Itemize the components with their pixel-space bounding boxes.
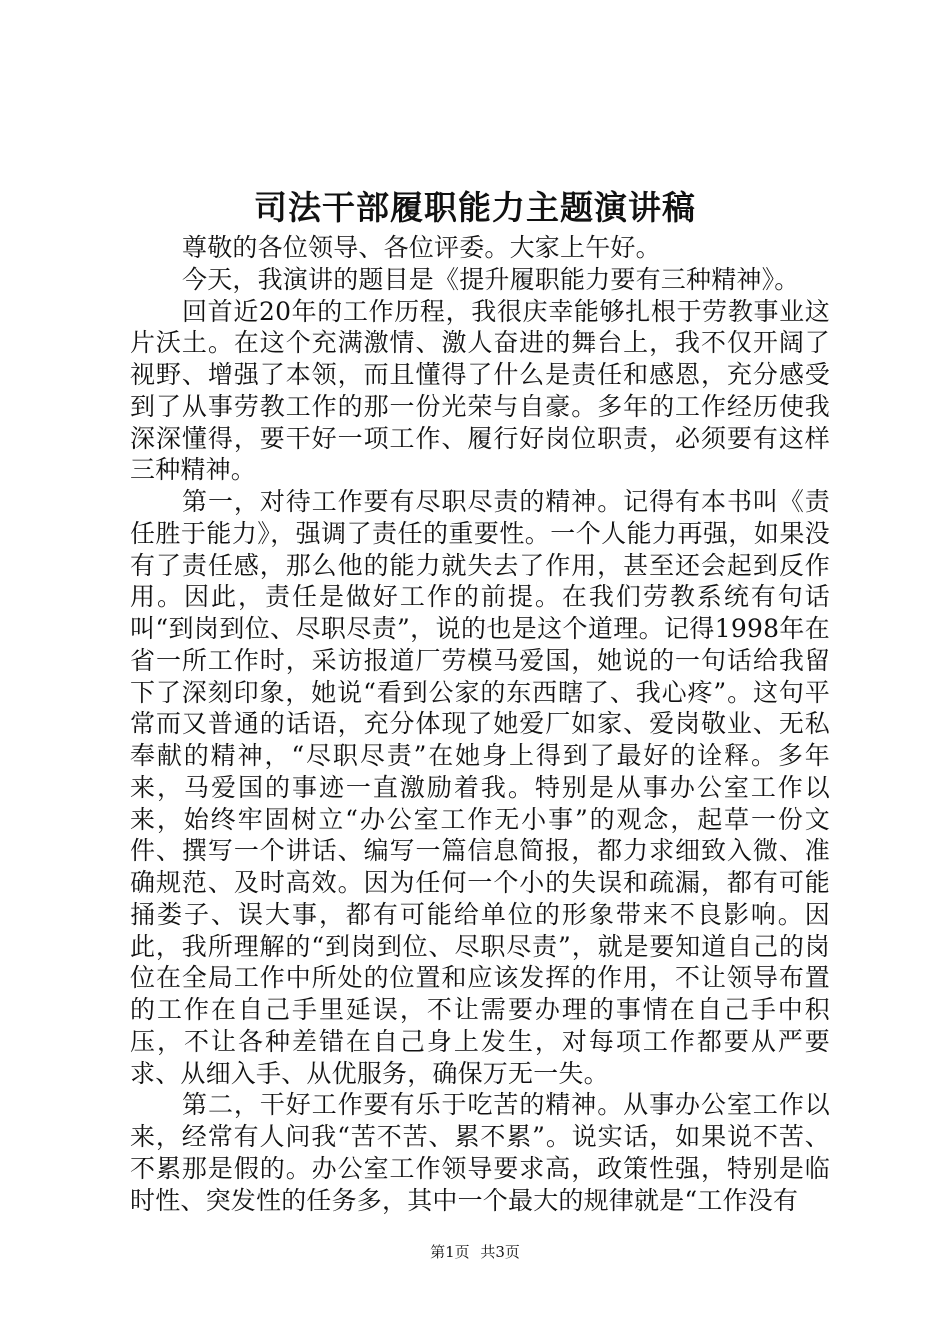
paragraph-intro: 回首近20年的工作历程，我很庆幸能够扎根于劳教事业这片沃土。在这个充满激情、激人奋进的舞台上，我不仅开阔了视野、增强了本领，而且懂得了什么是责任和感恩，充分感受到了从事劳教工作的那一份光荣与自豪。多年的工作经历使我深深懂得，要干好一项工作、履行好岗位职责，必须要有这样三种精神。 [130, 296, 830, 485]
page-total: 共3页 [480, 1243, 520, 1261]
paragraph-greeting: 尊敬的各位领导、各位评委。大家上午好。 [182, 233, 661, 262]
paragraph-first-point: 第一，对待工作要有尽职尽责的精神。记得有本书叫《责任胜于能力》，强调了责任的重要性。一个人能力再强，如果没有了责任感，那么他的能力就失去了作用，甚至还会起到反作用。因此，责任是做好工作的前提。在我们劳教系统有句话叫“到岗到位、尽职尽责”，说的也是这个道理。记得1998年在省一所工作时，采访报道厂劳模马爱国，她说的一句话给我留下了深刻印象，她说“看到公家的东西瞎了、我心疼”。这句平常而又普通的话语，充分体现了她爱厂如家、爱岗敬业、无私奉献的精神，“尽职尽责”在她身上得到了最好的诠释。多年来，马爱国的事迹一直激励着我。特别是从事办公室工作以来，始终牢固树立“办公室工作无小事”的观念，起草一份文件、撰写一个讲话、编写一篇信息简报，都力求细致入微、准确规范、及时高效。因为任何一个小的失误和疏漏，都有可能捅娄子、误大事，都有可能给单位的形象带来不良影响。因此，我所理解的“到岗到位、尽职尽责”，就是要知道自己的岗位在全局工作中所处的位置和应该发挥的作用，不让领导布置的工作在自己手里延误，不让需要办理的事情在自己手中积压，不让各种差错在自己身上发生，对每项工作都要从严要求、从细入手、从优服务，确保万无一失。 [130, 487, 830, 1088]
paragraph-second-point: 第二，干好工作要有乐于吃苦的精神。从事办公室工作以来，经常有人问我“苦不苦、累不累”。说实话，如果说不苦、不累那是假的。办公室工作领导要求高，政策性强，特别是临时性、突发性的任务多，其中一个最大的规律就是“工作没有 [130, 1090, 830, 1215]
document-body [130, 232, 830, 1216]
paragraph-topic: 今天，我演讲的题目是《提升履职能力要有三种精神》。 [182, 264, 800, 294]
page-number: 第1页 [430, 1243, 470, 1261]
document-title: 司法干部履职能力主题演讲稿 [254, 188, 696, 227]
page-footer [0, 1242, 950, 1262]
